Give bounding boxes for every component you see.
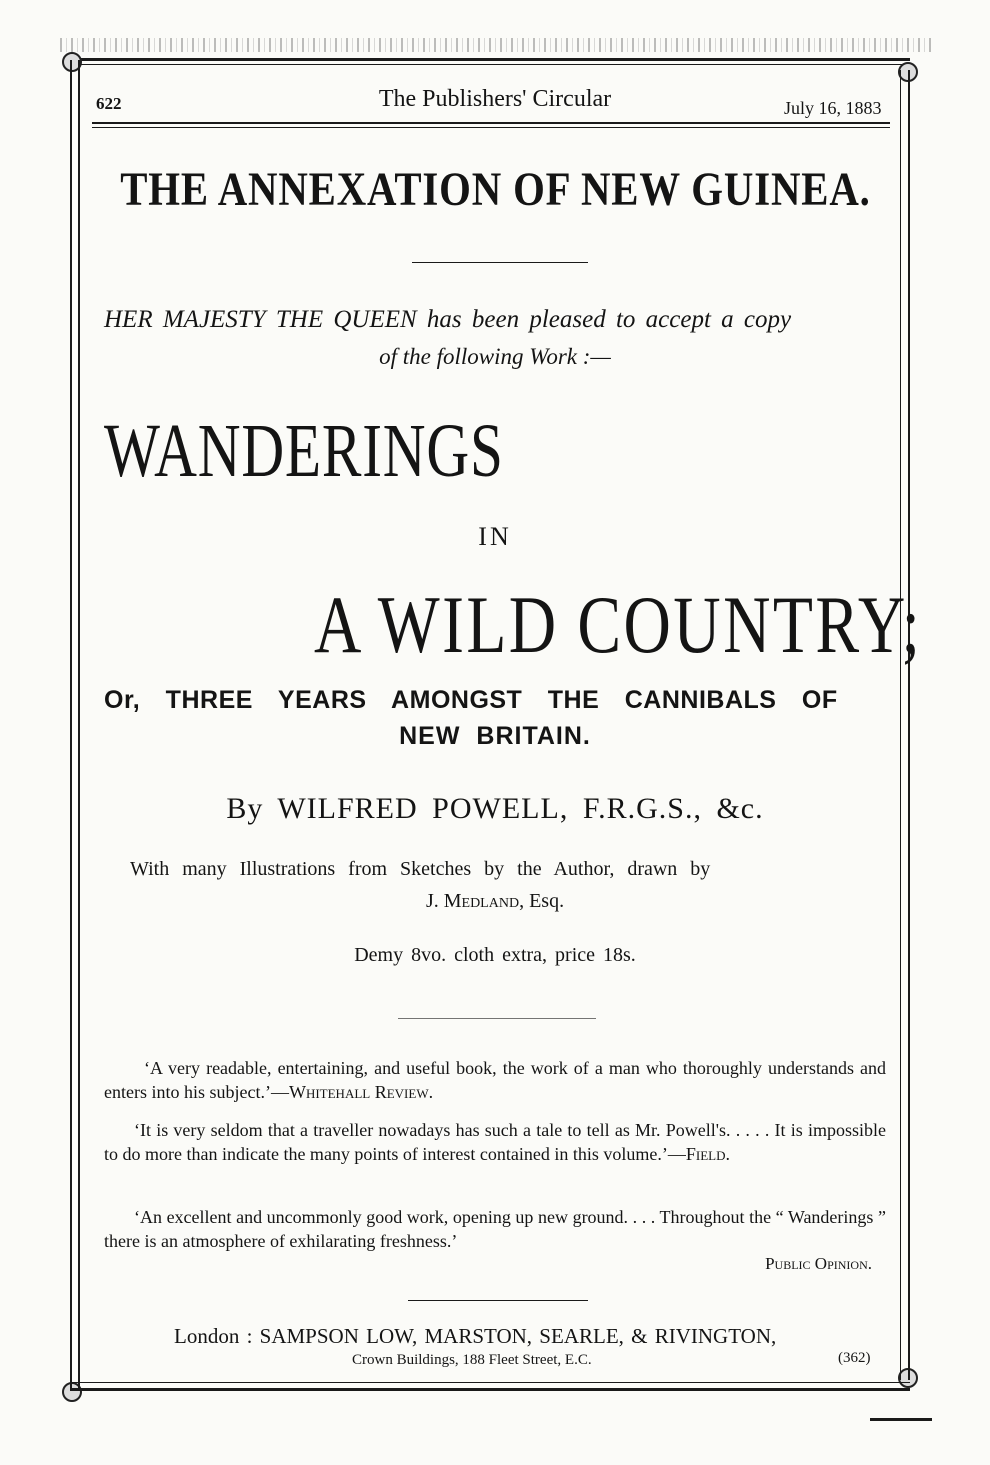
review-3 [104, 1205, 886, 1253]
imprint-code: (362) [838, 1350, 871, 1366]
issue-date: July 16, 1883 [784, 98, 882, 118]
book-format-price: Demy 8vo. cloth extra, price 18s. [354, 944, 636, 966]
headline-text: THE ANNEXATION OF NEW GUINEA. [119, 163, 871, 216]
bottom-right-flourish [870, 1418, 932, 1421]
illustrator-suffix: , Esq. [519, 890, 565, 912]
book-author: By WILFRED POWELL, F.R.G.S., &c. [226, 792, 764, 825]
illustrator-name: Medland [443, 890, 520, 912]
illustrator-prefix: J. [425, 890, 444, 912]
page-number: 622 [96, 94, 122, 113]
royal-notice-line1: HER MAJESTY THE QUEEN has been pleased to accept a copy [104, 306, 792, 333]
imprint-publisher: London : SAMPSON LOW, MARSTON, SEARLE, & RIVINGTON, [174, 1324, 777, 1348]
book-subtitle-line2: NEW BRITAIN. [399, 722, 591, 750]
header-rule-thick [92, 122, 890, 124]
section-divider-1 [398, 1018, 596, 1019]
review-1-source: Whitehall Review. [288, 1082, 434, 1102]
review-1 [104, 1056, 886, 1104]
review-2-quote: ‘It is very seldom that a traveller nowadays has such a tale to tell as Mr. Powell's. . . . . It is impossible to do more than indicate the many points of interest contained in this volume.’— [104, 1120, 886, 1164]
book-title-wanderings: WANDERINGS [104, 409, 504, 493]
review-1-quote: ‘A very readable, entertaining, and useful book, the work of a man who thoroughly understands and enters into his subject.’— [104, 1058, 886, 1102]
headline [0, 162, 990, 217]
book-title-a-wild-country: A WILD COUNTRY; [314, 579, 923, 670]
top-rule-thin [70, 64, 910, 65]
book-title-in: IN [478, 522, 512, 551]
illustrations-line2 [0, 890, 990, 913]
bottom-rule-thin [70, 1382, 910, 1383]
royal-notice-line2: of the following Work :— [379, 344, 611, 369]
section-divider-2 [408, 1300, 588, 1301]
review-3-source: Public Opinion. [765, 1254, 872, 1273]
review-2 [104, 1118, 886, 1166]
header-rule-thin [92, 127, 890, 128]
review-2-source: Field. [685, 1144, 730, 1164]
book-subtitle-line1: Or, THREE YEARS AMONGST THE CANNIBALS OF [104, 686, 838, 714]
top-rule-thick [70, 58, 910, 61]
review-3-quote: ‘An excellent and uncommonly good work, opening up new ground. . . . Throughout the “ Wanderings ” there is an atmosphere of exhilarating freshness.’ [104, 1207, 886, 1251]
imprint-address: Crown Buildings, 188 Fleet Street, E.C. [352, 1352, 592, 1368]
publication-title: The Publishers' Circular [378, 86, 612, 112]
top-edge-texture [60, 38, 935, 52]
bottom-rule-thick [70, 1388, 910, 1391]
headline-divider [412, 262, 588, 263]
illustrations-line1: With many Illustrations from Sketches by the Author, drawn by [130, 858, 711, 880]
